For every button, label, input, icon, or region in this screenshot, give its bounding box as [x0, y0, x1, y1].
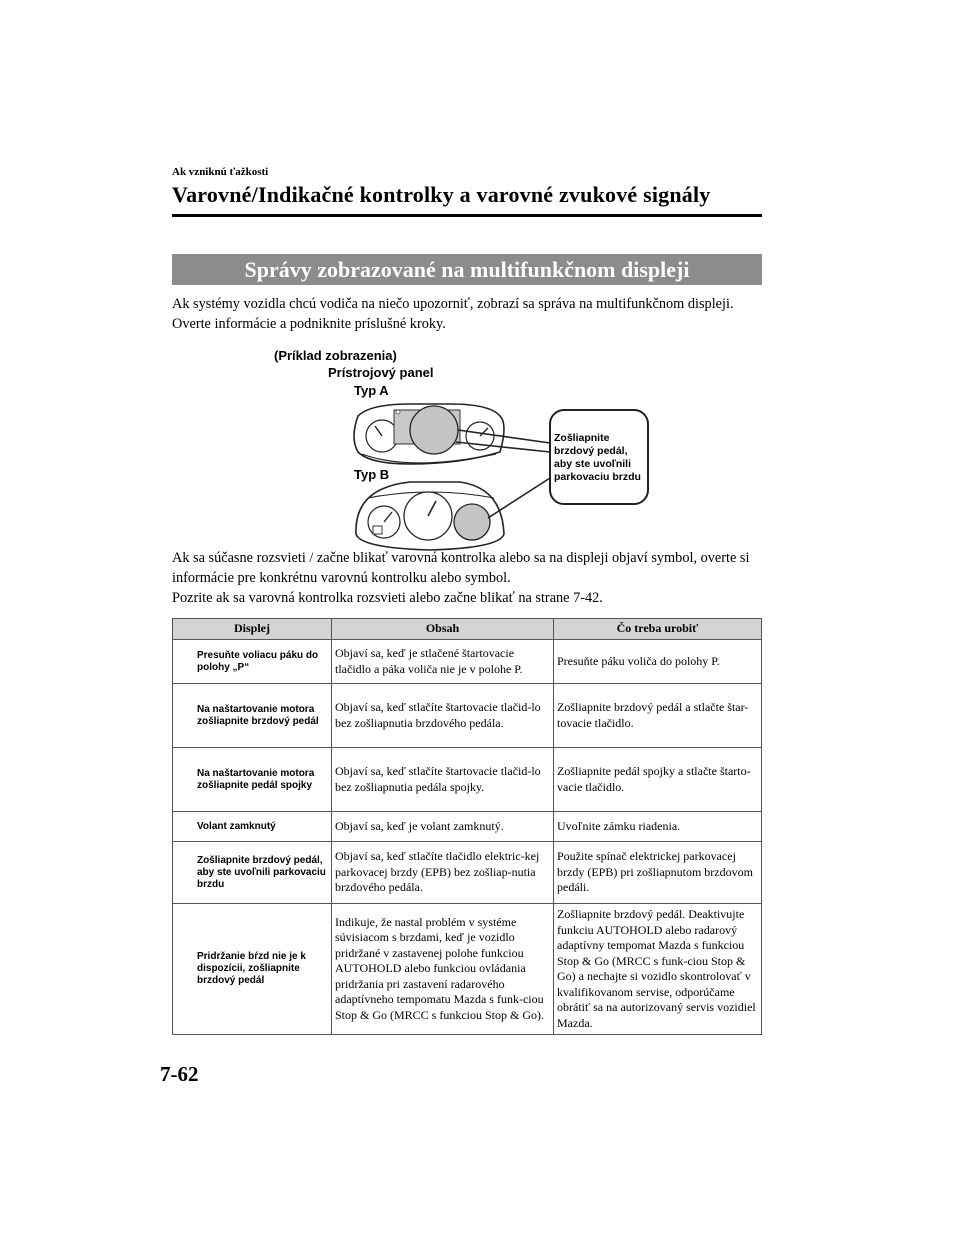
table-cell-display: Pridržanie bŕzd nie je k dispozícii, zošliapnite brzdový pedál	[173, 904, 332, 1035]
table-row	[173, 748, 762, 812]
messages-table	[172, 618, 762, 1035]
table-cell-display: Presuňte voliacu páku do polohy „P“	[173, 640, 332, 684]
table-cell-action: Zošliapnite pedál spojky a stlačte štarto-vacie tlačidlo.	[554, 748, 762, 812]
chapter-divider	[172, 214, 762, 217]
figure-type-b-label: Typ B	[354, 467, 390, 482]
table-cell-display: Zošliapnite brzdový pedál, aby ste uvoľnili parkovaciu brzdu	[173, 842, 332, 904]
body-paragraph-1: Ak sa súčasne rozsvieti / začne blikať varovná kontrolka alebo sa na displeji objaví symbol, overte si informácie pre konkrétnu varovnú kontrolku alebo symbol.	[172, 550, 750, 586]
table-cell-action: Uvoľnite zámku riadenia.	[554, 812, 762, 842]
table-row	[173, 684, 762, 748]
section-title-banner: Správy zobrazované na multifunkčnom displeji	[172, 254, 762, 285]
breadcrumb: Ak vzniknú ťažkosti	[172, 166, 269, 178]
table-cell-display: Volant zamknutý	[173, 812, 332, 842]
table-row	[173, 842, 762, 904]
figure-callout-text: Zošliapnite brzdový pedál, aby ste uvoľnili parkovaciu brzdu	[554, 432, 641, 483]
table-cell-content: Indikuje, že nastal problém v systéme súvisiacom s brzdami, keď je vozidlo pridržané v zastavenej polohe funkciou AUTOHOLD alebo funkciou ovládania pridržania pri zastavení radarového adaptívneho tempomatu Mazda s funk-ciou Stop & Go (MRCC s funkciou Stop & Go).	[332, 904, 554, 1035]
figure-panel-label: Prístrojový panel	[328, 365, 434, 380]
table-cell-display: Na naštartovanie motora zošliapnite brzdový pedál	[173, 684, 332, 748]
table-row	[173, 640, 762, 684]
table-cell-display: Na naštartovanie motora zošliapnite pedál spojky	[173, 748, 332, 812]
body-paragraph-2: Pozrite ak sa varovná kontrolka rozsvieti alebo začne blikať na strane 7-42.	[172, 590, 603, 606]
table-cell-content: Objaví sa, keď stlačíte štartovacie tlačid-lo bez zošliapnutia brzdového pedála.	[332, 684, 554, 748]
figure-type-a-label: Typ A	[354, 383, 389, 398]
figure-example-label: (Príklad zobrazenia)	[274, 348, 397, 363]
table-cell-content: Objaví sa, keď stlačíte štartovacie tlačid-lo bez zošliapnutia pedála spojky.	[332, 748, 554, 812]
table-cell-action: Presuňte páku voliča do polohy P.	[554, 640, 762, 684]
column-header-content: Obsah	[332, 619, 554, 640]
table-cell-content: Objaví sa, keď je volant zamknutý.	[332, 812, 554, 842]
table-header-row	[173, 619, 762, 640]
table-cell-action: Zošliapnite brzdový pedál. Deaktivujte funkciu AUTOHOLD alebo radarový adaptívny tempomat Mazda s funkciou Stop & Go (MRCC s funk-ciou Stop & Go) a nechajte si vozidlo skontrolovať v kvalifikovanom servise, odporúčame obrátiť sa na autorizovaný servis vozidiel Mazda.	[554, 904, 762, 1035]
table-row	[173, 812, 762, 842]
table-cell-content: Objaví sa, keď je stlačené štartovacie tlačidlo a páka voliča nie je v polohe P.	[332, 640, 554, 684]
table-row	[173, 904, 762, 1035]
table-cell-content: Objaví sa, keď stlačíte tlačidlo elektric-kej parkovacej brzdy (EPB) bez zošliap-nutia brzdového pedála.	[332, 842, 554, 904]
table-cell-action: Zošliapnite brzdový pedál a stlačte štar-tovacie tlačidlo.	[554, 684, 762, 748]
table-cell-action: Použite spínač elektrickej parkovacej brzdy (EPB) pri zošliapnutom brzdovom pedáli.	[554, 842, 762, 904]
figure-instrument-panel	[260, 348, 660, 558]
page-number: 7-62	[160, 1062, 199, 1086]
column-header-display: Displej	[173, 619, 332, 640]
section-intro: Ak systémy vozidla chcú vodiča na niečo upozorniť, zobrazí sa správa na multifunkčnom displeji. Overte informácie a podniknite príslušné kroky.	[172, 296, 734, 332]
chapter-title: Varovné/Indikačné kontrolky a varovné zvukové signály	[172, 182, 711, 207]
column-header-action: Čo treba urobiť	[554, 619, 762, 640]
